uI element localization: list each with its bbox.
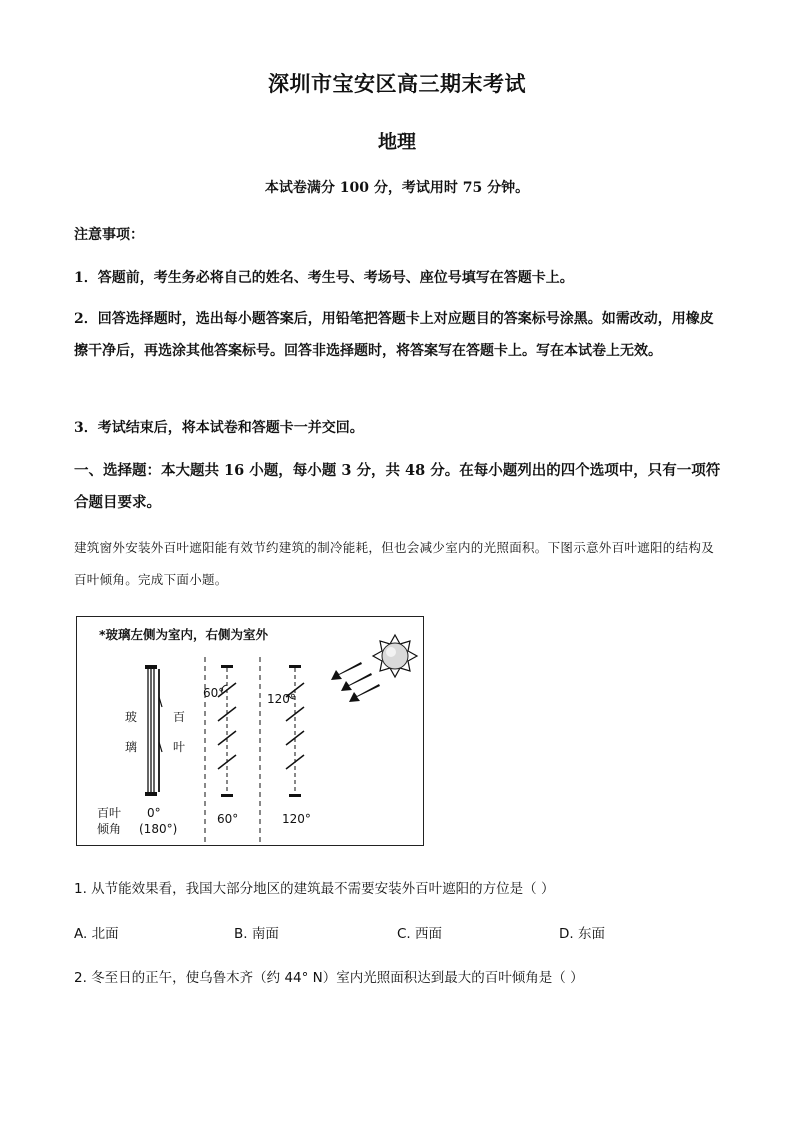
tilt-label-2: 倾角: [97, 822, 122, 836]
exam-info: 本试卷满分 100 分，考试用时 75 分钟。: [264, 180, 530, 196]
louver-figure: [76, 616, 424, 846]
angle-60-top-label: 60°: [203, 686, 225, 700]
q1-option-a: A. 北面: [74, 926, 119, 942]
question-intro: 建筑窗外安装外百叶遮阳能有效节约建筑的制冷能耗，但也会减少室内的光照面积。下图示意外百叶遮阳的结构及百叶倾角。完成下面小题。: [74, 540, 715, 587]
question-2: 2. 冬至日的正午，使乌鲁木齐（约 44° N）室内光照面积达到最大的百叶倾角是（ ）: [74, 970, 584, 986]
figure-note: *玻璃左侧为室内，右侧为室外: [99, 627, 269, 642]
notice-item-3: 3．考试结束后，将本试卷和答题卡一并交回。: [74, 420, 364, 436]
blind-label-1: 百: [173, 710, 186, 724]
q1-option-d: D. 东面: [559, 926, 605, 942]
arrow-icon: [331, 662, 380, 702]
angle-120-label: 120°: [282, 812, 311, 826]
exam-title: 深圳市宝安区高三期末考试: [268, 71, 526, 96]
q1-option-c: C. 西面: [397, 926, 443, 942]
angle-120-top-label: 120°: [267, 692, 296, 706]
glass-label-2: 璃: [125, 740, 138, 754]
subject-title: 地理: [377, 131, 416, 153]
notice-item-2: 2．回答选择题时，选出每小题答案后，用铅笔把答题卡上对应题目的答案标号涂黑。如需改动，用橡皮擦干净后，再选涂其他答案标号。回答非选择题时，将答案写在答题卡上。写在本试卷上无效。: [74, 311, 714, 359]
notice-item-1: 1．答题前，考生务必将自己的姓名、考生号、考场号、座位号填写在答题卡上。: [74, 270, 574, 286]
glass-label-1: 玻: [125, 710, 138, 724]
section-heading: 一、选择题：本大题共 16 小题，每小题 3 分，共 48 分。在每小题列出的四个选项中，只有一项符合题目要求。: [74, 462, 721, 511]
glass-panel: [145, 665, 162, 796]
q1-option-b: B. 南面: [234, 926, 279, 942]
sun-icon: [373, 635, 417, 677]
angle-60-label: 60°: [217, 812, 239, 826]
notice-heading: 注意事项：: [74, 227, 144, 243]
angle-0-label: 0°: [147, 806, 161, 820]
tilt-label-1: 百叶: [97, 806, 122, 820]
question-1: 1. 从节能效果看，我国大部分地区的建筑最不需要安装外百叶遮阳的方位是（ ）: [74, 881, 555, 897]
louver-120: [286, 665, 304, 797]
louver-60: [218, 665, 236, 797]
angle-0-alt-label: (180°): [139, 822, 178, 836]
blind-label-2: 叶: [173, 740, 186, 754]
